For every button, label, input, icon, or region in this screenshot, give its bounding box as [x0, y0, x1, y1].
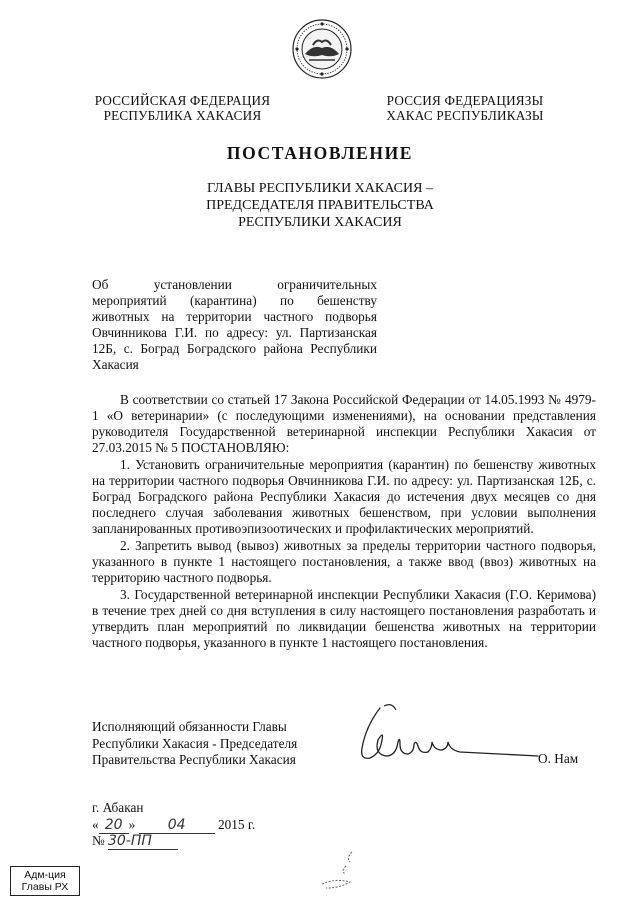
document-subject: [92, 277, 377, 373]
header-left-line-2: РЕСПУБЛИКА ХАКАСИЯ: [103, 108, 262, 123]
subject-line: Об установлении ограничительных: [92, 277, 377, 292]
number-prefix: №: [92, 833, 105, 848]
body-paragraph-1: 1. Установить ограничительные мероприятия (карантин) по бешенству животных на территории частного подворья Овчинникова Г.И. по адресу: ул. Партизанская 12Б, с. Боград Боградского района Республики Хакасия до истечения двух месяцев со дня последнего случая заболевания животных бешенством, при условии выполнения запланированных противоэпизоотических и профилактических мероприятий.: [92, 457, 596, 536]
subtitle-line-3: РЕСПУБЛИКИ ХАКАСИЯ: [238, 215, 402, 230]
document-subtitle: [0, 180, 640, 231]
issue-place: г. Абакан: [92, 800, 144, 815]
subtitle-line-1: ГЛАВЫ РЕСПУБЛИКИ ХАКАСИЯ –: [207, 181, 433, 196]
subtitle-line-2: ПРЕДСЕДАТЕЛЯ ПРАВИТЕЛЬСТВА: [206, 198, 434, 213]
signatory-line-3: Правительства Республики Хакасия: [92, 752, 296, 767]
signatory-title: [92, 719, 332, 769]
date-open-quote: «: [92, 817, 99, 832]
stamp-line-2: Главы РХ: [21, 881, 69, 893]
document-body: [92, 392, 596, 651]
subject-line: Овчинникова Г.И. по адресу: ул. Партизанская: [92, 325, 377, 340]
signatory-line-2: Республики Хакасия - Председателя: [92, 735, 298, 751]
registration-stamp: [10, 866, 80, 896]
subject-line: животных на территории частного подворья: [92, 309, 377, 324]
date-day: 20: [99, 817, 129, 834]
handwritten-signature-icon: [356, 700, 540, 778]
handwritten-mark-icon: [316, 848, 366, 890]
body-paragraph-preamble: В соответствии со статьей 17 Закона Российской Федерации от 14.05.1993 № 4979-1 «О ветеринарии» (с последующими изменениями), на основании представления руководителя Государственной ветеринарной инспекции Республики Хакасия от 27.03.2015 № 5 ПОСТАНОВЛЯЮ:: [92, 392, 596, 455]
date-year: 2015 г.: [217, 817, 256, 832]
signatory-line-1: Исполняющий обязанности Главы: [92, 719, 287, 734]
body-paragraph-2: 2. Запретить вывод (вывоз) животных за пределы территории частного подворья, указанного в пункте 1 настоящего постановления, а также ввод (ввоз) животных на территорию частного подворья.: [92, 538, 596, 585]
subject-line: Хакасия: [92, 357, 139, 372]
date-close-quote: »: [128, 817, 136, 832]
document-title: ПОСТАНОВЛЕНИЕ: [226, 143, 414, 163]
date-month: 04: [139, 817, 215, 834]
signatory-name: О. Нам: [538, 751, 579, 766]
number-value: 30-ПП: [108, 833, 178, 850]
subject-line: мероприятий (карантина) по бешенству: [92, 293, 377, 308]
header-left-line-1: РОССИЙСКАЯ ФЕДЕРАЦИЯ: [94, 93, 271, 108]
body-paragraph-3: 3. Государственной ветеринарной инспекции Республики Хакасия (Г.О. Керимова) в течение трех дней со дня вступления в силу настоящего постановления разработать и утвердить план мероприятий по ликвидации бешенства животных на территории частного подворья, указанного в пункте 1 настоящего постановления.: [92, 587, 596, 650]
issue-date: [92, 817, 255, 834]
document-number: [92, 833, 178, 850]
coat-of-arms-icon: [291, 18, 353, 80]
subject-line: 12Б, с. Боград Боградского района Республики: [92, 341, 377, 356]
header-right-line-2: ХАКАС РЕСПУБЛИКАЗЫ: [386, 108, 544, 123]
header-left: [80, 93, 285, 123]
stamp-line-1: Адм-ция: [24, 869, 66, 881]
header-right: [370, 93, 560, 123]
header-right-line-1: РОССИЯ ФЕДЕРАЦИЯЗЫ: [386, 93, 544, 108]
